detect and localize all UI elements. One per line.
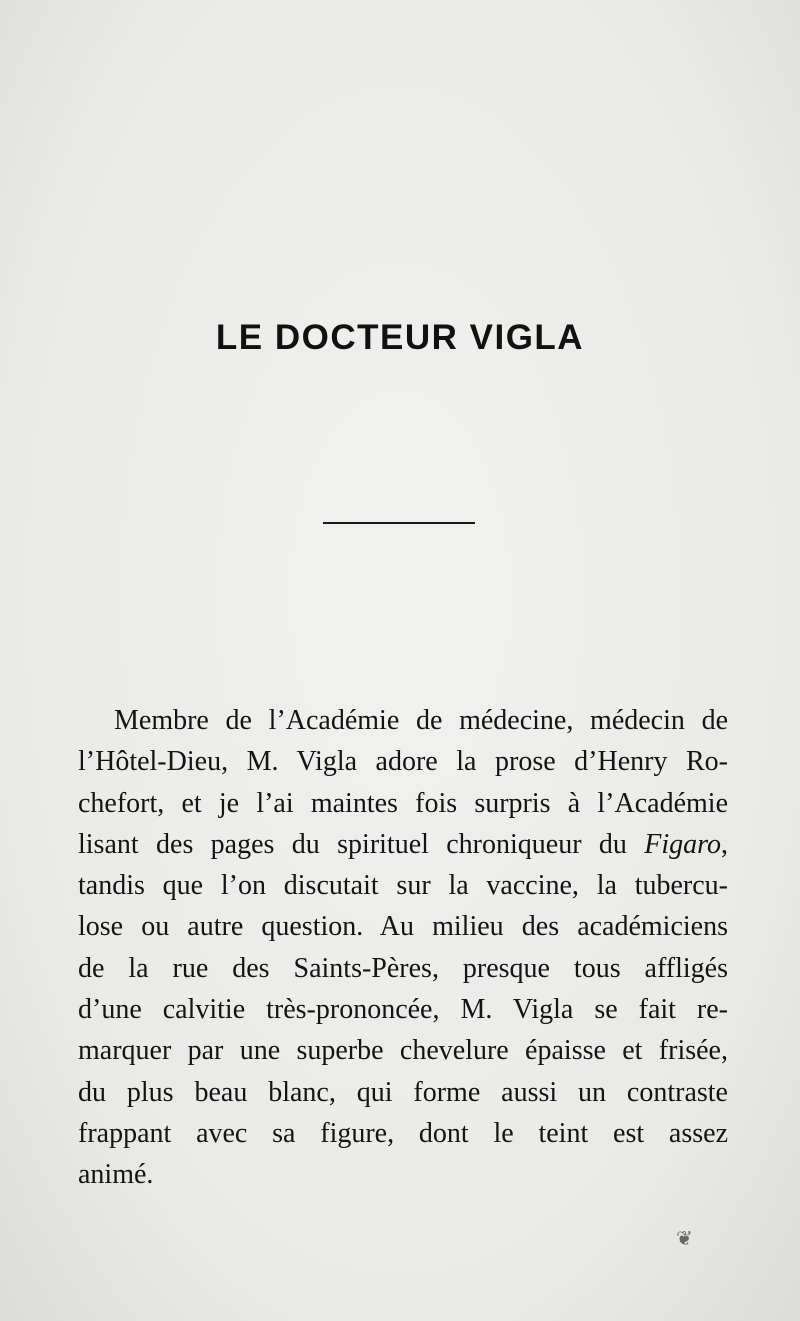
text-line-start: lisant des pages du spirituel chroniqueur du xyxy=(78,828,645,860)
text-line: du plus beau blanc, qui forme aussi un contraste xyxy=(78,1076,728,1108)
ornament-icon: ❦ xyxy=(676,1228,693,1250)
text-line: de la rue des Saints-Pères, presque tous affligés xyxy=(78,952,728,984)
body-paragraph xyxy=(78,700,728,1196)
italic-newspaper-name: Figaro xyxy=(644,828,721,860)
text-line: frappant avec sa figure, dont le teint est assez xyxy=(78,1117,728,1149)
text-line: lose ou autre question. Au milieu des académiciens xyxy=(78,911,728,943)
text-line: marquer par une superbe chevelure épaisse et frisée, xyxy=(78,1035,728,1067)
text-line: l’Hôtel-Dieu, M. Vigla adore la prose d’Henry Ro- xyxy=(78,746,728,778)
title-divider-rule xyxy=(323,522,475,524)
text-line-end: , xyxy=(721,828,728,860)
text-line: tandis que l’on discutait sur la vaccine, la tubercu- xyxy=(78,870,728,902)
text-line: d’une calvitie très-prononcée, M. Vigla se fait re- xyxy=(78,994,728,1026)
text-line: chefort, et je l’ai maintes fois surpris à l’Académie xyxy=(78,787,728,819)
text-line: Membre de l’Académie de médecine, médecin de xyxy=(114,705,728,736)
text-line: animé. xyxy=(78,1159,154,1191)
chapter-title: LE DOCTEUR VIGLA xyxy=(215,318,585,357)
text-line xyxy=(78,824,728,865)
